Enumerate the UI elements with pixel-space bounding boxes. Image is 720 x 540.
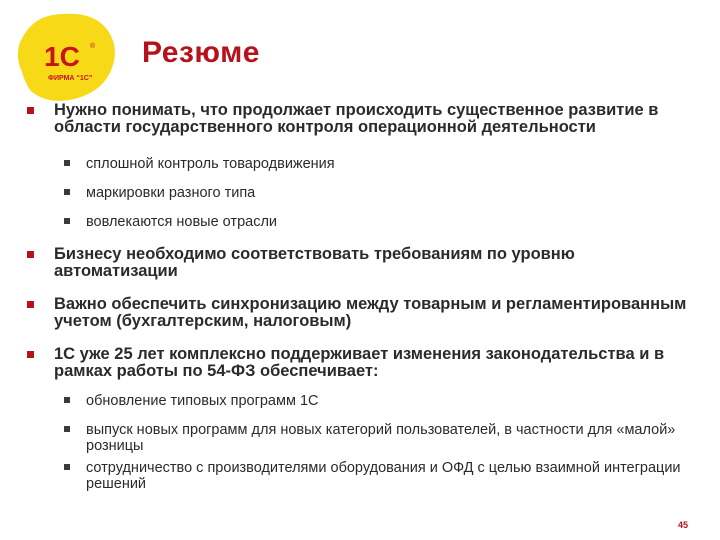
small-square-bullet-icon <box>64 218 70 224</box>
square-bullet-icon <box>27 107 34 114</box>
square-bullet-icon <box>27 301 34 308</box>
square-bullet-icon <box>27 351 34 358</box>
page-title: Резюме <box>142 36 260 69</box>
page-number: 45 <box>678 520 689 530</box>
small-square-bullet-icon <box>64 160 70 166</box>
bullet-automation: Бизнесу необходимо соответствовать требованиям по уровню автоматизации <box>24 246 699 280</box>
slide-content <box>24 102 699 492</box>
sub-bullet: вовлекаются новые отрасли <box>24 214 699 230</box>
square-bullet-icon <box>27 251 34 258</box>
logo-firma-text: ФИРМА “1С” <box>48 75 93 82</box>
sub-bullet: маркировки разного типа <box>24 185 699 201</box>
sub-bullet: выпуск новых программ для новых категорий пользователей, в частности для «малой» розницы <box>24 422 699 454</box>
small-square-bullet-icon <box>64 464 70 470</box>
bullet-sync: Важно обеспечить синхронизацию между товарным и регламентированным учетом (бухгалтерским, налоговым) <box>24 296 699 330</box>
small-square-bullet-icon <box>64 397 70 403</box>
firma-1c-logo <box>8 8 126 108</box>
small-square-bullet-icon <box>64 426 70 432</box>
sub-bullet: сплошной контроль товародвижения <box>24 156 699 172</box>
bullet-state-control: Нужно понимать, что продолжает происходить существенное развитие в области государственного контроля операционной деятельности <box>24 102 699 136</box>
logo-1c-text: 1С <box>44 41 80 72</box>
sub-bullet: обновление типовых программ 1С <box>24 393 699 409</box>
small-square-bullet-icon <box>64 189 70 195</box>
bullet-1c-support: 1С уже 25 лет комплексно поддерживает изменения законодательства и в рамках работы по 54-ФЗ обеспечивает: <box>24 346 699 380</box>
sub-bullet: сотрудничество с производителями оборудования и ОФД с целью взаимной интеграции решений <box>24 460 699 492</box>
logo-registered-mark: ® <box>90 43 96 50</box>
